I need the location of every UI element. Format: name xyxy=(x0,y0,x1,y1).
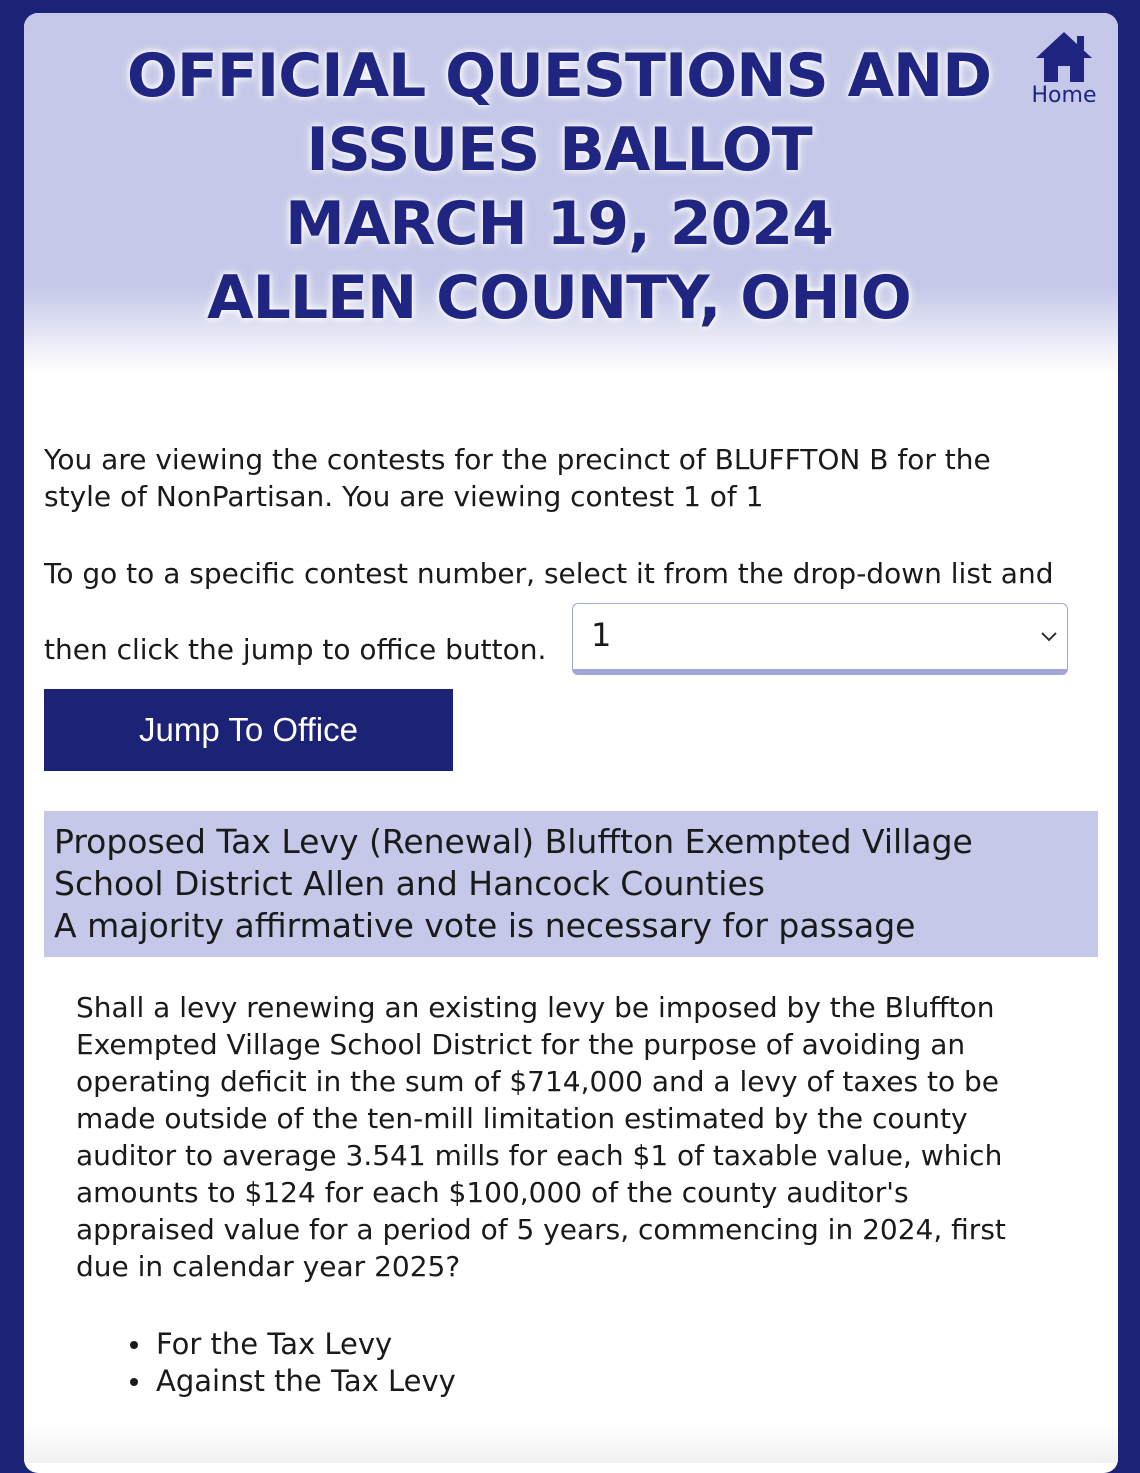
question-line: appraised value for a period of 5 years, commencing in 2024, first xyxy=(76,1213,1006,1246)
title-line: OFFICIAL QUESTIONS AND xyxy=(126,41,992,111)
page-header xyxy=(24,13,1118,373)
contest-heading-line: School District Allen and Hancock Counties xyxy=(54,864,765,903)
contest-number-value: 1 xyxy=(591,616,612,654)
question-line: auditor to average 3.541 mills for each $1 of taxable value, which xyxy=(76,1139,1003,1172)
page-title xyxy=(84,39,1034,335)
title-line: ISSUES BALLOT xyxy=(306,115,812,185)
question-line: due in calendar year 2025? xyxy=(76,1250,461,1283)
contest-heading-line: Proposed Tax Levy (Renewal) Bluffton Exempted Village xyxy=(54,822,973,861)
choice-list xyxy=(156,1326,456,1400)
ballot-card xyxy=(24,13,1118,1473)
title-line: MARCH 19, 2024 xyxy=(285,189,833,259)
contest-heading-line: A majority affirmative vote is necessary for passage xyxy=(54,906,916,945)
choice-against[interactable]: Against the Tax Levy xyxy=(156,1364,456,1398)
question-line: Exempted Village School District for the purpose of avoiding an xyxy=(76,1028,966,1061)
precinct-info-line: You are viewing the contests for the precinct of BLUFFTON B for the xyxy=(44,443,991,476)
home-icon xyxy=(1033,29,1095,85)
question-line: Shall a levy renewing an existing levy be imposed by the Bluffton xyxy=(76,991,995,1024)
precinct-info xyxy=(44,441,1098,515)
choice-for[interactable]: For the Tax Levy xyxy=(156,1326,456,1363)
contest-heading xyxy=(44,811,1098,957)
question-line: made outside of the ten-mill limitation estimated by the county xyxy=(76,1102,968,1135)
question-line: operating deficit in the sum of $714,000 and a levy of taxes to be xyxy=(76,1065,999,1098)
ballot-question xyxy=(76,989,1076,1285)
title-line: ALLEN COUNTY, OHIO xyxy=(207,263,911,333)
precinct-info-line: style of NonPartisan. You are viewing contest 1 of 1 xyxy=(44,480,764,513)
home-link[interactable] xyxy=(1022,29,1106,108)
jump-to-office-button[interactable]: Jump To Office xyxy=(44,689,453,771)
jump-instruction-line: then click the jump to office button. xyxy=(44,633,547,666)
home-label: Home xyxy=(1031,83,1097,108)
contest-number-select[interactable] xyxy=(572,603,1068,675)
bottom-divider xyxy=(24,1423,1118,1463)
question-line: amounts to $124 for each $100,000 of the county auditor's xyxy=(76,1176,909,1209)
jump-instruction-line: To go to a specific contest number, select it from the drop-down list and xyxy=(44,557,1054,590)
chevron-down-icon xyxy=(1039,630,1059,644)
